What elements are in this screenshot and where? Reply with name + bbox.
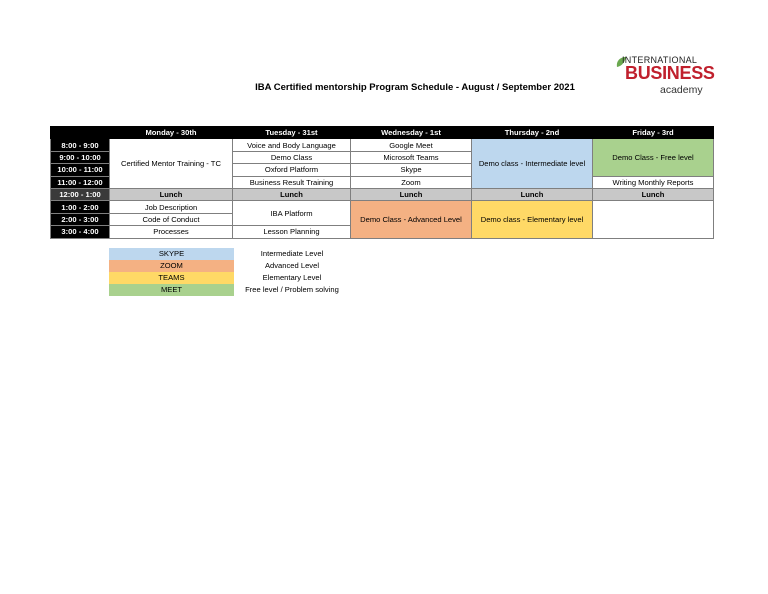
legend-code-teams: TEAMS bbox=[109, 272, 234, 284]
schedule-table bbox=[50, 126, 714, 239]
header-day: Thursday - 2nd bbox=[472, 127, 593, 139]
wednesday-cell: Zoom bbox=[351, 176, 472, 188]
legend-desc: Elementary Level bbox=[262, 273, 322, 282]
time-slot: 8:00 - 9:00 bbox=[51, 139, 110, 151]
thursday-afternoon-cell: Demo class - Elementary level bbox=[472, 201, 593, 238]
friday-lunch-cell: Lunch bbox=[593, 188, 714, 200]
legend-row bbox=[109, 272, 347, 284]
time-slot: 11:00 - 12:00 bbox=[51, 176, 110, 188]
tuesday-cell: Lesson Planning bbox=[233, 226, 351, 238]
wednesday-afternoon-cell: Demo Class - Advanced Level bbox=[351, 201, 472, 238]
wednesday-lunch-cell: Lunch bbox=[351, 188, 472, 200]
friday-morning-cell: Demo Class - Free level bbox=[593, 139, 714, 176]
wednesday-cell: Microsoft Teams bbox=[351, 151, 472, 163]
monday-cell: Job Description bbox=[110, 201, 233, 213]
legend-row bbox=[109, 248, 347, 260]
wednesday-cell: Google Meet bbox=[351, 139, 472, 151]
legend-desc: Intermediate Level bbox=[260, 249, 324, 258]
logo-line-academy: academy bbox=[660, 84, 703, 96]
friday-afternoon-cell bbox=[593, 201, 714, 238]
monday-morning-cell: Certified Mentor Training - TC bbox=[110, 139, 233, 189]
legend-code-meet: MEET bbox=[109, 284, 234, 296]
time-slot: 2:00 - 3:00 bbox=[51, 213, 110, 225]
thursday-lunch-cell: Lunch bbox=[472, 188, 593, 200]
tuesday-cell: Voice and Body Language bbox=[233, 139, 351, 151]
time-slot: 1:00 - 2:00 bbox=[51, 201, 110, 213]
legend-desc: Advanced Level bbox=[264, 261, 320, 270]
monday-lunch-cell: Lunch bbox=[110, 188, 233, 200]
iba-logo bbox=[614, 55, 714, 101]
header-day: Tuesday - 31st bbox=[233, 127, 351, 139]
header-day: Monday - 30th bbox=[110, 127, 233, 139]
legend-row bbox=[109, 260, 347, 272]
header-blank bbox=[51, 127, 110, 139]
friday-cell: Writing Monthly Reports bbox=[593, 176, 714, 188]
lunch-row bbox=[51, 188, 714, 200]
time-slot: 12:00 - 1:00 bbox=[51, 188, 110, 200]
header-day: Wednesday - 1st bbox=[351, 127, 472, 139]
tuesday-afternoon-cell: IBA Platform bbox=[233, 201, 351, 226]
legend-desc: Free level / Problem solving bbox=[245, 285, 339, 294]
legend-row bbox=[109, 284, 347, 296]
logo-line-international: INTERNATIONAL bbox=[622, 55, 698, 65]
tuesday-cell: Demo Class bbox=[233, 151, 351, 163]
monday-cell: Processes bbox=[110, 226, 233, 238]
thursday-morning-cell: Demo class - Intermediate level bbox=[472, 139, 593, 189]
legend-code-skype: SKYPE bbox=[109, 248, 234, 260]
page-title: IBA Certified mentorship Program Schedule - August / September 2021 bbox=[255, 82, 575, 93]
tuesday-lunch-cell: Lunch bbox=[233, 188, 351, 200]
header-day: Friday - 3rd bbox=[593, 127, 714, 139]
time-slot: 9:00 - 10:00 bbox=[51, 151, 110, 163]
time-slot: 3:00 - 4:00 bbox=[51, 226, 110, 238]
header-row bbox=[51, 127, 714, 139]
tuesday-cell: Business Result Training bbox=[233, 176, 351, 188]
table-row bbox=[51, 201, 714, 213]
legend-code-zoom: ZOOM bbox=[109, 260, 234, 272]
time-slot: 10:00 - 11:00 bbox=[51, 164, 110, 176]
tuesday-cell: Oxford Platform bbox=[233, 164, 351, 176]
monday-cell: Code of Conduct bbox=[110, 213, 233, 225]
table-row bbox=[51, 139, 714, 151]
wednesday-cell: Skype bbox=[351, 164, 472, 176]
logo-line-business: BUSINESS bbox=[625, 63, 715, 83]
legend-table bbox=[109, 248, 347, 296]
